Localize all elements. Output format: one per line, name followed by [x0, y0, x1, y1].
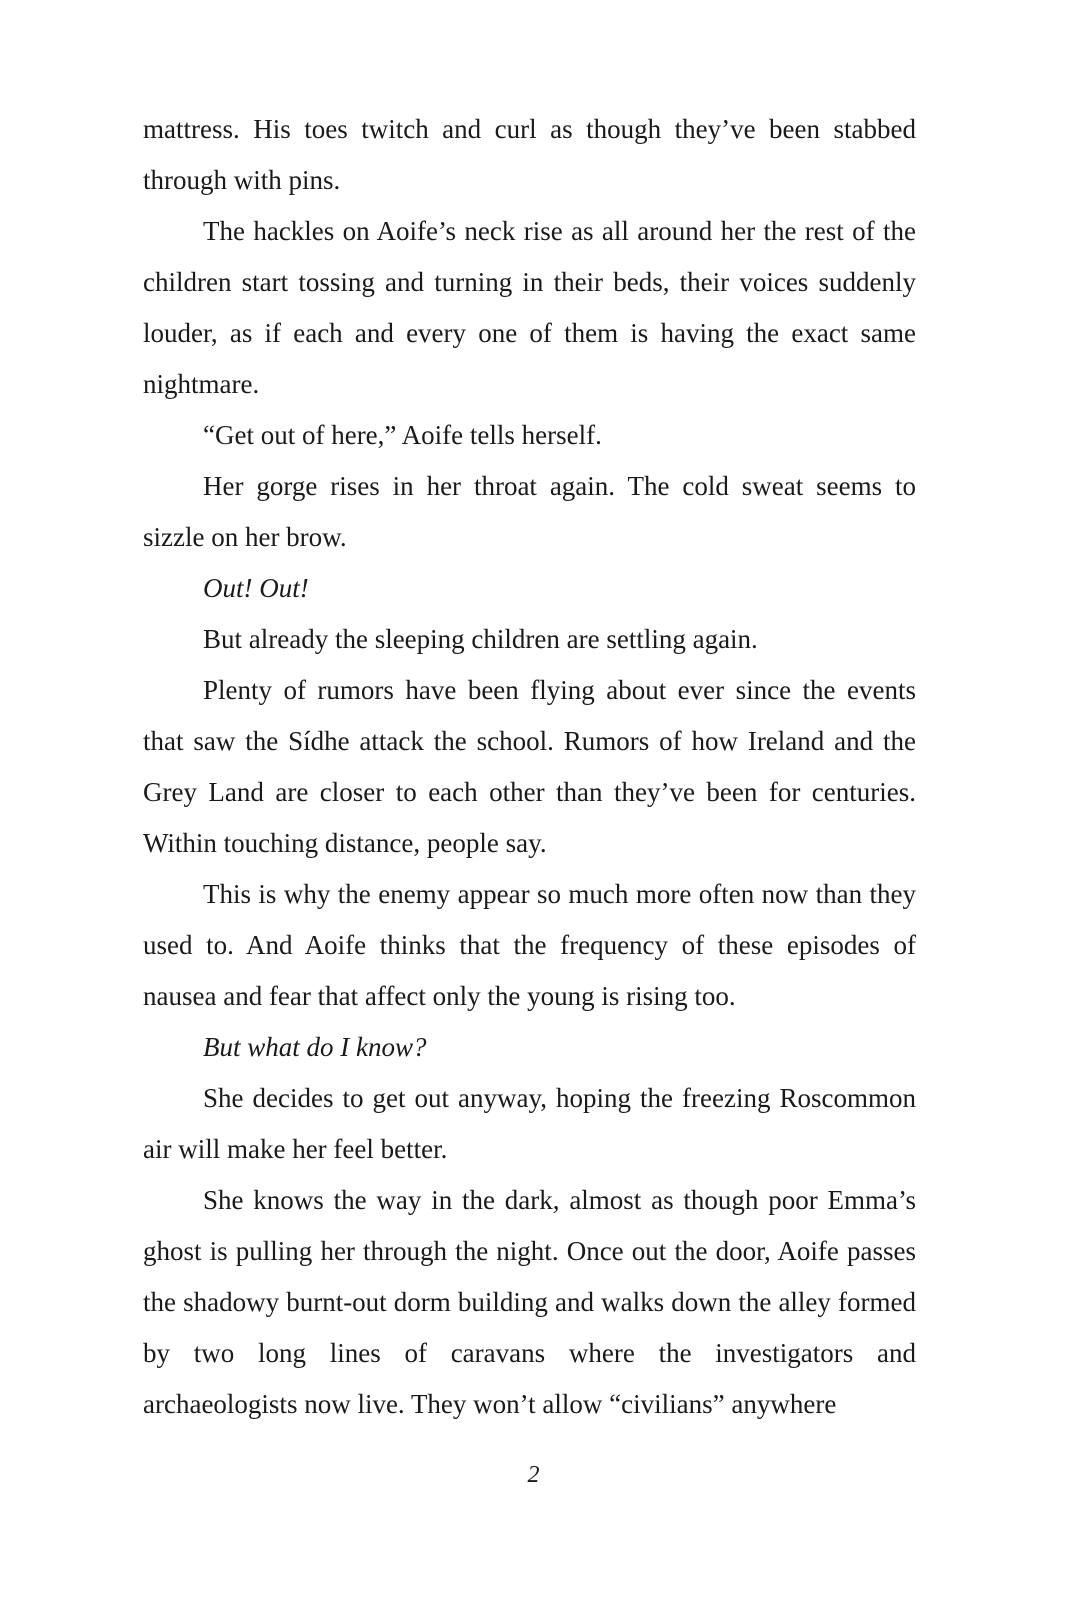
paragraph-1: mattress. His toes twitch and curl as though they’ve been stabbed through with pins.	[143, 114, 916, 195]
paragraph-7: Plenty of rumors have been flying about ever since the events that saw the Sídhe attack the school. Rumors of how Ireland and the Grey Land are closer to each other than they’ve been for centuries. Within touching distance, people say.	[143, 675, 916, 858]
page-number: 2	[527, 1462, 540, 1488]
paragraph-9-italic: But what do I know?	[203, 1032, 427, 1062]
paragraph-4: Her gorge rises in her throat again. The cold sweat seems to sizzle on her brow.	[143, 471, 916, 552]
paragraph-11: She knows the way in the dark, almost as though poor Emma’s ghost is pulling her through the night. Once out the door, Aoife passes the shadowy burnt-out dorm building and walks down the alley formed by two long lines of caravans where the investigators and archaeologists now live. They won’t allow “civilians” anywhere	[143, 1185, 916, 1419]
paragraph-2: The hackles on Aoife’s neck rise as all around her the rest of the children start tossing and turning in their beds, their voices suddenly louder, as if each and every one of them is having the exact same nightmare.	[143, 216, 916, 399]
paragraph-6: But already the sleeping children are settling again.	[203, 624, 758, 654]
body-text	[143, 104, 916, 1430]
paragraph-10: She decides to get out anyway, hoping the freezing Roscommon air will make her feel better.	[143, 1083, 916, 1164]
paragraph-8: This is why the enemy appear so much more often now than they used to. And Aoife thinks that the frequency of these episodes of nausea and fear that affect only the young is rising too.	[143, 879, 916, 1011]
paragraph-5-italic: Out! Out!	[203, 573, 309, 603]
paragraph-3: “Get out of here,” Aoife tells herself.	[203, 420, 602, 450]
